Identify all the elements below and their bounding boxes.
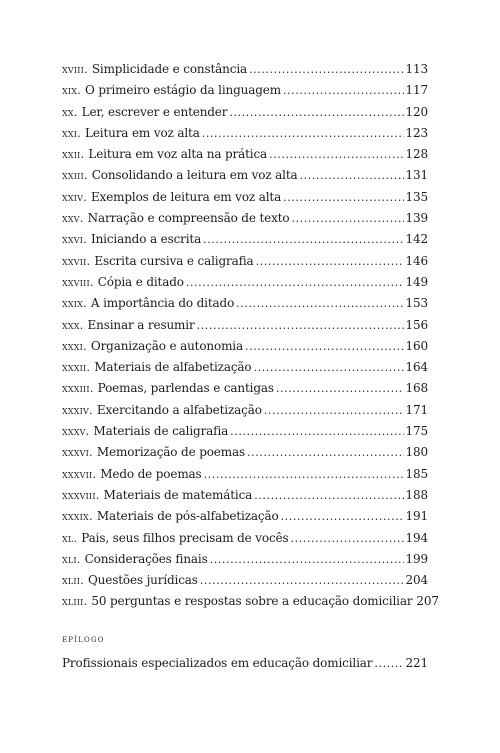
- toc-entry-number: xlii.: [62, 573, 84, 588]
- dot-leader: [197, 315, 404, 336]
- dot-leader: [202, 123, 404, 144]
- toc-entry-title: Profissionais especializados em educação domiciliar: [62, 656, 373, 670]
- toc-entry-number: xxxiv.: [62, 402, 93, 417]
- toc-entry: [62, 378, 428, 399]
- toc-entry-number: xxx.: [62, 317, 84, 332]
- toc-entry: [62, 123, 428, 144]
- toc-entry-page: 164: [405, 360, 428, 375]
- toc-entry-page: 160: [405, 338, 428, 353]
- toc-entry-page: 146: [405, 253, 428, 268]
- toc-entry: [62, 251, 428, 272]
- dot-leader: [281, 506, 404, 527]
- dot-leader: [236, 293, 403, 314]
- toc-entry-title: Organização e autonomia: [90, 338, 243, 353]
- toc-entry-title: A importância do ditado: [90, 296, 235, 311]
- dot-leader: [269, 144, 403, 165]
- toc-entry: [62, 357, 428, 378]
- dot-leader: [229, 102, 403, 123]
- toc-entry: [62, 272, 428, 293]
- toc-entry: [62, 442, 428, 463]
- toc-entry-number: xx.: [62, 104, 78, 119]
- toc-entry-number: xxvii.: [62, 253, 91, 268]
- toc-entry-title: Considerações finais: [84, 551, 208, 566]
- toc-entry-page: 168: [405, 381, 428, 396]
- toc-entry: [62, 208, 428, 229]
- toc-entry-epilogue: [62, 653, 428, 674]
- toc-entry-title: Pais, seus filhos precisam de vocês: [81, 530, 289, 545]
- toc-entry-number: xxi.: [62, 125, 82, 140]
- toc-entry-number: xxiii.: [62, 168, 88, 183]
- toc-entry-page: 156: [405, 317, 428, 332]
- toc-entry-page: 123: [405, 125, 428, 140]
- toc-entry-page: 135: [405, 189, 428, 204]
- toc-entry-number: xxiv.: [62, 189, 87, 204]
- toc-entry: [62, 165, 428, 186]
- toc-entry: [62, 528, 428, 549]
- toc-entry: [62, 293, 428, 314]
- dot-leader: [186, 272, 404, 293]
- toc-entry-number: xxxii.: [62, 360, 91, 375]
- toc-entry-number: xxv.: [62, 211, 84, 226]
- toc-entry-page: 194: [405, 530, 428, 545]
- toc-entry-page: 139: [405, 211, 428, 226]
- toc-entry-number: xli.: [62, 551, 81, 566]
- dot-leader: [283, 80, 404, 101]
- toc-entry-title: Iniciando a escrita: [90, 232, 202, 247]
- toc-entry: [62, 591, 439, 612]
- toc-entry: [62, 549, 428, 570]
- toc-entry-number: xxxv.: [62, 424, 90, 439]
- toc-entry-page: 142: [405, 232, 428, 247]
- toc-entry-page: 120: [405, 104, 428, 119]
- toc-entry-number: xl.: [62, 530, 78, 545]
- toc-entry-page: 204: [405, 573, 428, 588]
- dot-leader: [245, 336, 404, 357]
- toc-entry-title: Memorização de poemas: [96, 445, 245, 460]
- toc-entry-title: Ler, escrever e entender: [81, 104, 228, 119]
- dot-leader: [203, 229, 403, 250]
- toc-entry-page: 171: [405, 402, 428, 417]
- toc-entry-number: xliii.: [62, 594, 88, 609]
- toc-entry: [62, 229, 428, 250]
- toc-entry: [62, 80, 428, 101]
- dot-leader: [374, 653, 403, 674]
- toc-entry-page: 199: [405, 551, 428, 566]
- toc-entry: [62, 59, 428, 80]
- toc-entry-number: xxxiii.: [62, 381, 94, 396]
- toc-entry-page: 153: [405, 296, 428, 311]
- toc-entry-page: 185: [405, 466, 428, 481]
- toc-entry-page: 117: [405, 83, 428, 98]
- toc-entry-number: xxxi.: [62, 338, 87, 353]
- toc-entry-title: Consolidando a leitura em voz alta: [91, 168, 298, 183]
- toc-entry-number: xxviii.: [62, 274, 94, 289]
- dot-leader: [264, 400, 404, 421]
- toc-entry-number: xxvi.: [62, 232, 87, 247]
- toc-entry-title: Leitura em voz alta: [85, 125, 200, 140]
- toc-entry-number: xix.: [62, 83, 82, 98]
- toc-entry-number: xxix.: [62, 296, 87, 311]
- toc-entry-title: 50 perguntas e respostas sobre a educação domiciliar: [91, 594, 413, 609]
- toc-entry-title: Exercitando a alfabetização: [96, 402, 262, 417]
- toc-entry-title: Simplicidade e constância: [91, 62, 248, 76]
- toc-entry-title: Ensinar a resumir: [87, 317, 195, 332]
- toc-entry-title: Materiais de matemática: [103, 487, 253, 502]
- toc-entry: [62, 506, 428, 527]
- dot-leader: [254, 485, 403, 506]
- toc-entry-title: Materiais de alfabetização: [94, 360, 252, 375]
- toc-entry: [62, 485, 428, 506]
- dot-leader: [283, 187, 403, 208]
- toc-entry-title: Leitura em voz alta na prática: [88, 147, 268, 162]
- toc-entry-title: O primeiro estágio da linguagem: [85, 83, 281, 98]
- dot-leader: [291, 208, 403, 229]
- table-of-contents: [62, 59, 439, 613]
- toc-entry-page: 131: [405, 168, 428, 183]
- toc-entry: [62, 570, 428, 591]
- toc-entry-page: 180: [405, 445, 428, 460]
- toc-entry: [62, 421, 428, 442]
- toc-entry-number: xxxvii.: [62, 466, 97, 481]
- toc-entry: [62, 400, 428, 421]
- toc-entry-page: 175: [405, 424, 428, 439]
- toc-entry: [62, 102, 428, 123]
- toc-entry-number: xxxvi.: [62, 445, 93, 460]
- dot-leader: [249, 59, 404, 80]
- dot-leader: [253, 357, 403, 378]
- dot-leader: [210, 549, 404, 570]
- dot-leader: [230, 421, 403, 442]
- dot-leader: [276, 378, 404, 399]
- toc-entry-page: 188: [405, 487, 428, 502]
- toc-entry-title: Questões jurídicas: [87, 573, 198, 588]
- toc-entry: [62, 315, 428, 336]
- toc-entry-title: Medo de poemas: [100, 466, 202, 481]
- dot-leader: [200, 570, 404, 591]
- toc-entry: [62, 464, 428, 485]
- toc-entry: [62, 336, 428, 357]
- toc-entry-page: 191: [405, 509, 428, 524]
- toc-entry-number: xxxviii.: [62, 487, 100, 502]
- toc-entry-page: 207: [416, 594, 439, 609]
- epilogue-heading: epílogo: [62, 633, 105, 645]
- toc-entry-page: 149: [405, 274, 428, 289]
- toc-entry-title: Exemplos de leitura em voz alta: [90, 189, 282, 204]
- toc-entry-title: Poemas, parlendas e cantigas: [97, 381, 274, 396]
- dot-leader: [204, 464, 404, 485]
- toc-entry-page: 128: [405, 147, 428, 162]
- toc-entry-number: xviii.: [62, 62, 88, 76]
- toc-entry-title: Escrita cursiva e caligrafia: [94, 253, 254, 268]
- toc-entry: [62, 187, 428, 208]
- toc-entry-number: xxxix.: [62, 509, 93, 524]
- dot-leader: [247, 442, 404, 463]
- toc-entry: [62, 144, 428, 165]
- toc-entry-title: Cópia e ditado: [97, 274, 184, 289]
- dot-leader: [256, 251, 404, 272]
- toc-entry-number: xxii.: [62, 147, 85, 162]
- toc-entry-page: 113: [405, 62, 428, 76]
- toc-entry-title: Materiais de pós-alfabetização: [96, 509, 279, 524]
- toc-entry-title: Materiais de caligrafia: [93, 424, 229, 439]
- dot-leader: [300, 165, 404, 186]
- toc-entry-title: Narração e compreensão de texto: [87, 211, 290, 226]
- toc-entry-page: 221: [405, 656, 428, 670]
- dot-leader: [291, 528, 404, 549]
